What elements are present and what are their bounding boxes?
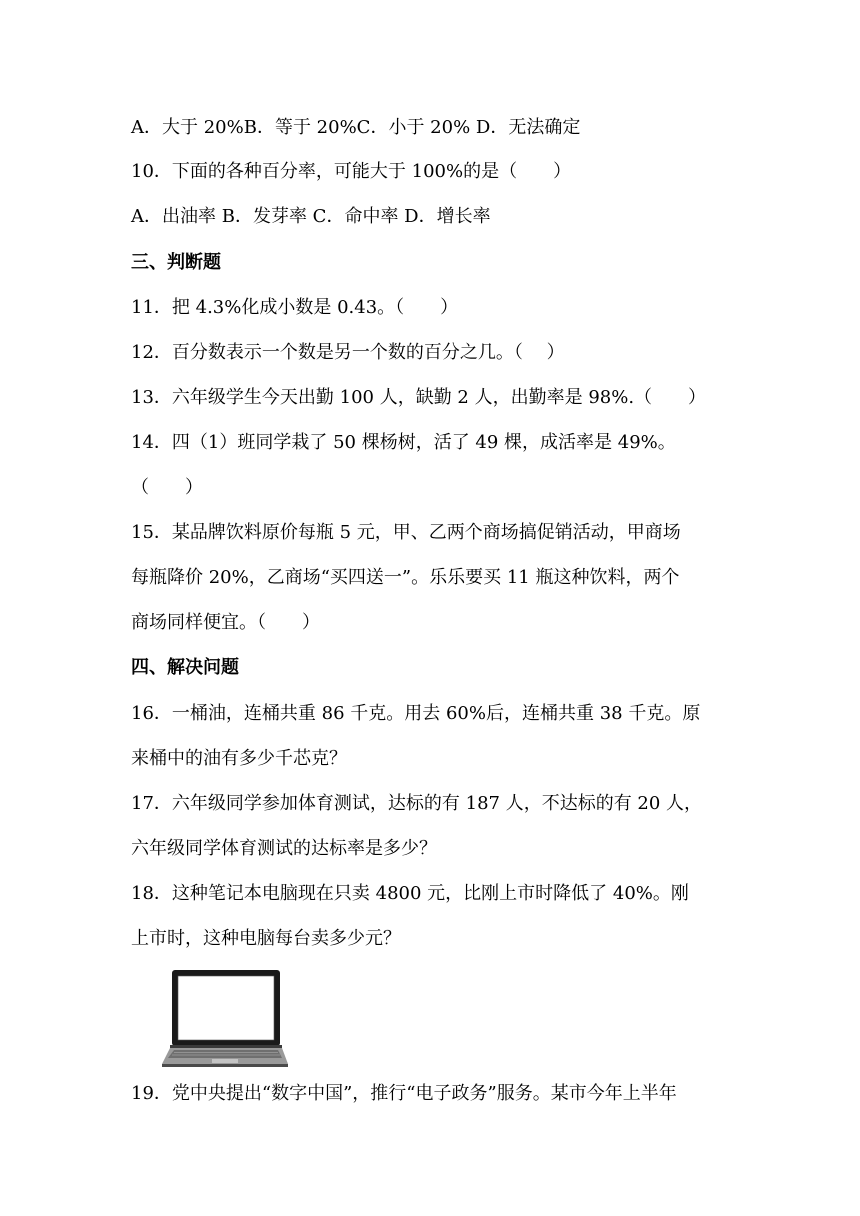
q16-line1: 16．一桶油，连桶共重 86 千克。用去 60%后，连桶共重 38 千克。原 [131,703,701,724]
section-heading-judgment: 三、判断题 [131,252,221,273]
q15-line1: 15．某品牌饮料原价每瓶 5 元，甲、乙两个商场搞促销活动，甲商场 [131,522,681,543]
q10-stem: 10．下面的各种百分率，可能大于 100%的是（ ） [131,161,572,182]
q18-line1: 18．这种笔记本电脑现在只卖 4800 元，比刚上市时降低了 40%。刚 [131,883,689,904]
laptop-illustration [160,968,290,1068]
q14-line1: 14．四（1）班同学栽了 50 棵杨树，活了 49 棵，成活率是 49%。 [131,432,676,453]
section-heading-problems: 四、解决问题 [131,657,239,678]
q16-line2: 来桶中的油有多少千芯克？ [131,748,347,769]
q12: 12．百分数表示一个数是另一个数的百分之几。（ ） [131,342,565,363]
q19-line1: 19．党中央提出“数字中国”，推行“电子政务”服务。某市今年上半年 [131,1083,677,1104]
q17-line2: 六年级同学体育测试的达标率是多少？ [131,838,437,859]
q15-line2: 每瓶降价 20%，乙商场“买四送一”。乐乐要买 11 瓶这种饮料，两个 [131,567,680,588]
q10-options: A．出油率 B．发芽率 C．命中率 D．增长率 [131,206,491,227]
q13: 13．六年级学生今天出勤 100 人，缺勤 2 人，出勤率是 98%.（ ） [131,387,707,408]
q11: 11．把 4.3%化成小数是 0.43。（ ） [131,297,459,318]
q18-line2: 上市时，这种电脑每台卖多少元？ [131,928,401,949]
q17-line1: 17．六年级同学参加体育测试，达标的有 187 人，不达标的有 20 人， [131,793,703,814]
q14-line2: （ ） [131,477,203,498]
q9-options: A．大于 20%B．等于 20%C．小于 20% D．无法确定 [131,117,581,138]
q15-line3: 商场同样便宜。（ ） [131,612,320,633]
